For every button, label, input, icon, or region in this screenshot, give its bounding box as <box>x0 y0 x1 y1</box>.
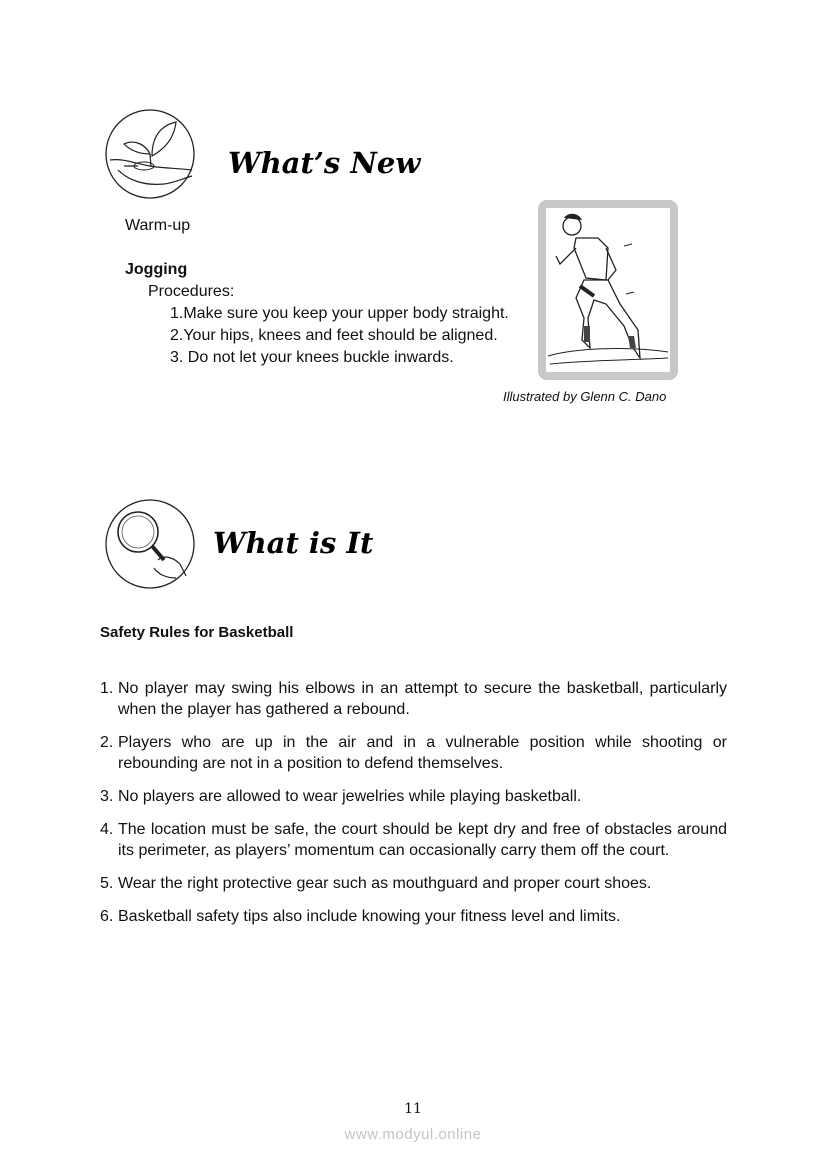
rule-text: The location must be safe, the court should be kept dry and free of obstacles around its perimeter, as players’ momentum can occasionally carry them off the court. <box>118 821 727 859</box>
warmup-label: Warm-up <box>125 217 191 234</box>
rule-number: 5. <box>100 875 114 892</box>
runner-icon <box>546 208 670 372</box>
procedures-label: Procedures: <box>148 283 235 300</box>
activity-heading: Jogging <box>125 261 188 278</box>
rule-item <box>100 678 727 720</box>
safety-rules-heading: Safety Rules for Basketball <box>100 624 294 641</box>
rule-number: 3. <box>100 788 114 805</box>
rule-text: No player may swing his elbows in an attempt to secure the basketball, particularly when the player has gathered a rebound. <box>118 680 727 718</box>
rule-item <box>100 906 727 927</box>
procedure-item: 1.Make sure you keep your upper body straight. <box>170 305 509 322</box>
rule-item <box>100 786 727 807</box>
rule-number: 4. <box>100 821 114 838</box>
section-title-whats-new: What’s New <box>228 146 421 180</box>
hand-with-seedling-icon <box>104 108 196 200</box>
procedure-item: 3. Do not let your knees buckle inwards. <box>170 349 454 366</box>
rule-number: 2. <box>100 734 114 751</box>
rule-number: 1. <box>100 680 114 697</box>
procedure-item: 2.Your hips, knees and feet should be aligned. <box>170 327 498 344</box>
rule-text: Players who are up in the air and in a vulnerable position while shooting or rebounding are not in a position to defend themselves. <box>118 734 727 772</box>
jogging-illustration <box>538 200 678 380</box>
magnifying-glass-icon <box>104 498 196 590</box>
section-title-what-is-it: What is It <box>213 526 374 560</box>
watermark: www.modyul.online <box>344 1126 482 1143</box>
rule-text: Basketball safety tips also include knowing your fitness level and limits. <box>118 908 621 925</box>
rule-item <box>100 732 727 774</box>
rule-item <box>100 819 727 861</box>
rule-number: 6. <box>100 908 114 925</box>
illustration-caption: Illustrated by Glenn C. Dano <box>503 389 667 404</box>
rule-text: Wear the right protective gear such as mouthguard and proper court shoes. <box>118 875 652 892</box>
rule-text: No players are allowed to wear jewelries while playing basketball. <box>118 788 582 805</box>
safety-rules-list <box>100 678 727 939</box>
rule-item <box>100 873 727 894</box>
page-number: 11 <box>404 1101 422 1117</box>
